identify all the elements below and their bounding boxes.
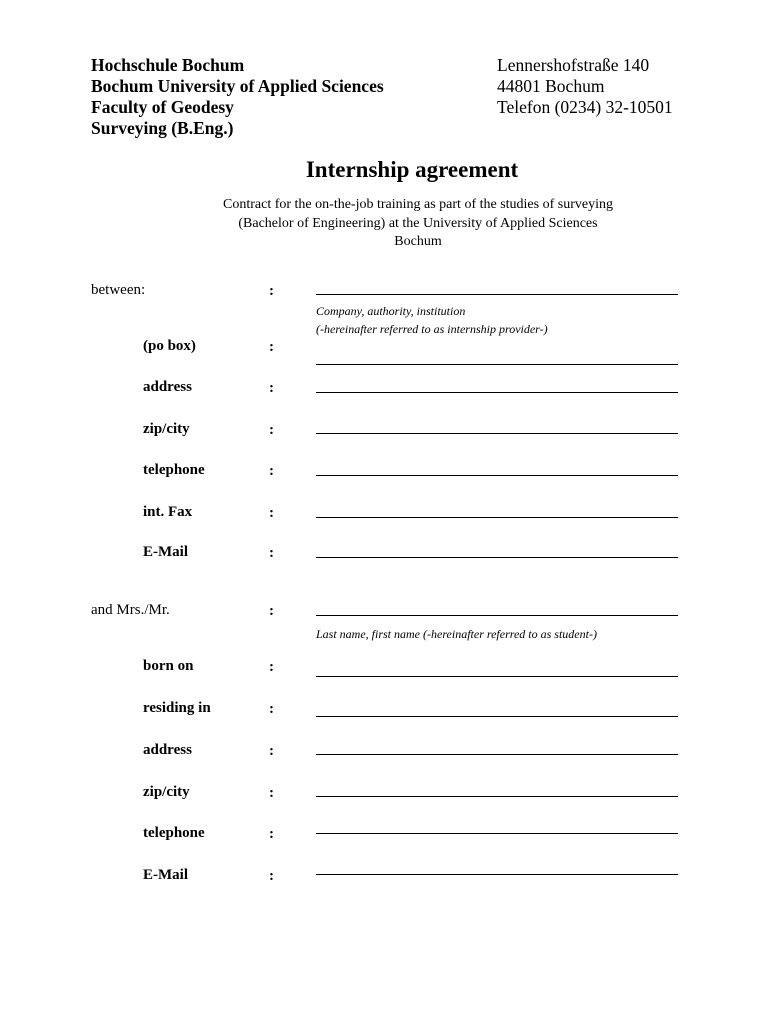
provider-zip-city-field[interactable] [316,433,678,434]
street-address: Lennershofstraße 140 [497,55,650,75]
po-box-field[interactable] [316,364,678,365]
provider-name-field[interactable] [316,294,678,295]
provider-name-note: Company, authority, institution [316,304,466,318]
colon: : [269,505,274,521]
colon: : [269,603,274,619]
student-address-field[interactable] [316,754,678,755]
provider-email-field[interactable] [316,557,678,558]
provider-fax-field[interactable] [316,517,678,518]
student-label: and Mrs./Mr. [91,602,170,618]
provider-referral-note: (-hereinafter referred to as internship provider-) [316,322,548,336]
institution-address [497,55,673,118]
student-address-label: address [143,742,192,758]
colon: : [269,463,274,479]
subtitle-line: (Bachelor of Engineering) at the University of Applied Sciences [238,215,598,231]
student-email-field[interactable] [316,874,678,875]
degree-program: Surveying (B.Eng.) [91,118,234,138]
student-telephone-label: telephone [143,825,205,841]
subtitle-line: Contract for the on-the-job training as part of the studies of surveying [223,197,613,212]
between-label: between: [91,282,146,298]
institution-header [91,55,384,139]
colon: : [269,701,274,717]
phone-number: Telefon (0234) 32-10501 [497,97,673,117]
student-email-label: E-Mail [143,867,188,883]
student-zip-city-field[interactable] [316,796,678,797]
provider-fax-label: int. Fax [143,504,193,520]
residing-in-label: residing in [143,700,211,716]
document-title: Internship agreement [305,157,519,182]
student-name-note: Last name, first name (-hereinafter referred to as student-) [316,627,597,641]
born-on-field[interactable] [316,676,678,677]
provider-telephone-label: telephone [143,462,205,478]
provider-telephone-field[interactable] [316,475,678,476]
colon: : [269,545,274,561]
provider-address-field[interactable] [316,392,678,393]
provider-zip-city-label: zip/city [143,421,190,437]
residing-in-field[interactable] [316,716,678,717]
student-zip-city-label: zip/city [143,784,190,800]
colon: : [269,283,274,299]
postal-city: 44801 Bochum [497,76,605,96]
colon: : [269,743,274,759]
colon: : [269,826,274,842]
student-name-field[interactable] [316,615,678,616]
institution-name: Hochschule Bochum [91,55,245,75]
institution-name-english: Bochum University of Applied Sciences [91,76,384,96]
faculty-name: Faculty of Geodesy [91,97,234,117]
provider-email-label: E-Mail [143,544,188,560]
colon: : [269,659,274,675]
born-on-label: born on [143,658,194,674]
colon: : [269,339,274,355]
colon: : [269,785,274,801]
po-box-label: (po box) [143,338,196,354]
colon: : [269,380,274,396]
subtitle-line: Bochum [394,234,442,249]
student-telephone-field[interactable] [316,833,678,834]
provider-address-label: address [143,379,192,395]
colon: : [269,422,274,438]
colon: : [269,868,274,884]
document-subtitle [0,196,770,252]
